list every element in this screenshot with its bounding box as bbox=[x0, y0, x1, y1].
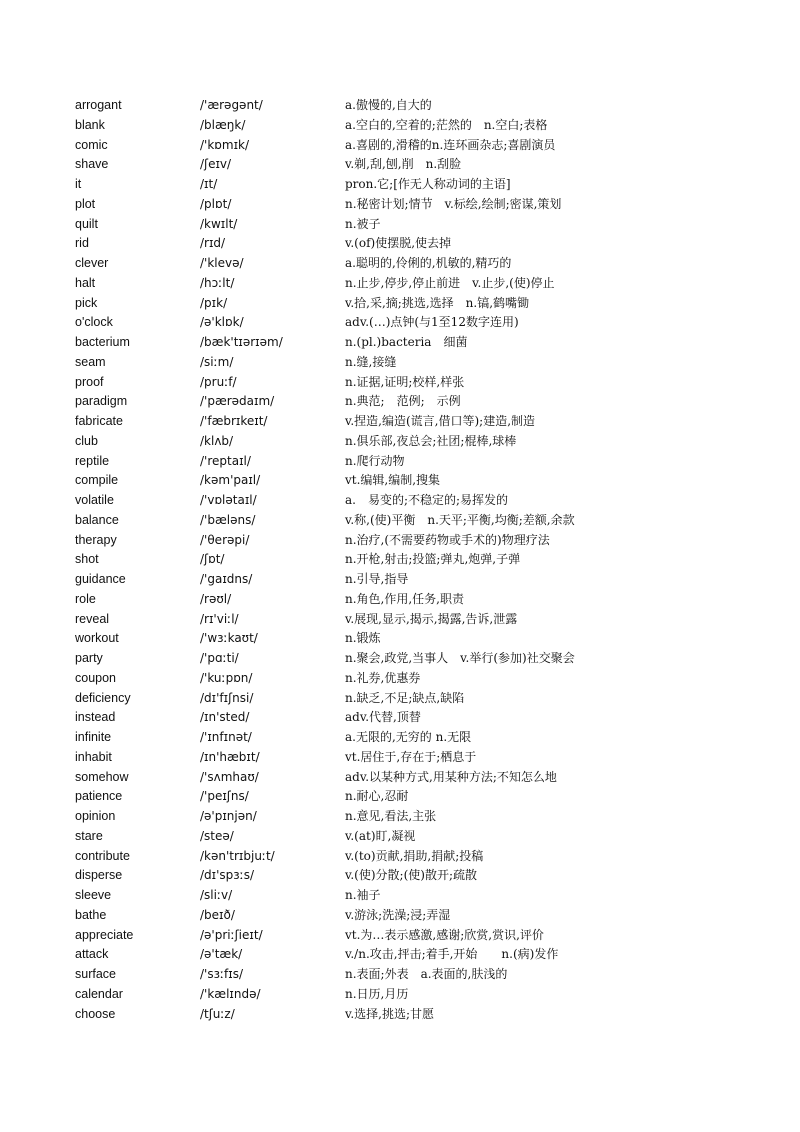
vocab-phonetic: /blæŋk/ bbox=[200, 117, 246, 132]
vocab-phonetic: /ɪn'hæbɪt/ bbox=[200, 749, 260, 764]
vocab-word: instead bbox=[75, 710, 116, 725]
vocab-row bbox=[75, 432, 735, 452]
vocab-phonetic: /bæk'tɪərɪəm/ bbox=[200, 335, 283, 349]
vocab-definition: adv.代替,顶替 bbox=[345, 710, 421, 725]
vocab-word: balance bbox=[75, 512, 119, 527]
vocab-phonetic: /ʃɒt/ bbox=[200, 552, 225, 567]
vocab-definition: v.选择,挑选;甘愿 bbox=[345, 1006, 435, 1021]
vocab-definition: v.(使)分散;(使)散开;疏散 bbox=[345, 868, 477, 883]
vocab-phonetic: /pruːf/ bbox=[200, 374, 237, 389]
vocab-row bbox=[75, 906, 735, 926]
vocab-phonetic: /ʃeɪv/ bbox=[200, 157, 232, 172]
vocab-row bbox=[75, 531, 735, 551]
vocab-word: stare bbox=[75, 828, 103, 843]
vocab-phonetic: /'ærəgənt/ bbox=[200, 98, 263, 112]
vocab-row bbox=[75, 491, 735, 511]
vocab-phonetic: /'wɜːkaʊt/ bbox=[200, 631, 258, 646]
vocab-row bbox=[75, 254, 735, 274]
vocab-phonetic: /pɪk/ bbox=[200, 295, 228, 310]
vocab-row bbox=[75, 313, 735, 333]
vocab-definition: n.引导,指导 bbox=[345, 572, 409, 586]
vocab-word: plot bbox=[75, 196, 96, 211]
vocab-phonetic: /tʃuːz/ bbox=[200, 1006, 235, 1021]
vocab-row bbox=[75, 96, 735, 116]
vocab-definition: n.秘密计划;情节 v.标绘,绘制;密谋,策划 bbox=[345, 196, 562, 211]
vocab-row bbox=[75, 728, 735, 748]
vocab-phonetic: /'pærədaɪm/ bbox=[200, 394, 275, 409]
vocab-row bbox=[75, 787, 735, 807]
vocab-definition: n.止步,停步,停止前进 v.止步,(使)停止 bbox=[345, 275, 555, 290]
vocab-row bbox=[75, 610, 735, 630]
vocab-row bbox=[75, 965, 735, 985]
vocab-row bbox=[75, 116, 735, 136]
vocab-row bbox=[75, 333, 735, 353]
vocab-word: arrogant bbox=[75, 98, 122, 112]
vocab-definition: n.缺乏,不足;缺点,缺陷 bbox=[345, 690, 465, 705]
vocab-row bbox=[75, 412, 735, 432]
vocab-definition: n.开枪,射击;投篮;弹丸,炮弹,子弹 bbox=[345, 552, 521, 567]
vocab-word: deficiency bbox=[75, 690, 131, 705]
vocab-row bbox=[75, 511, 735, 531]
vocab-word: opinion bbox=[75, 809, 116, 823]
vocab-row bbox=[75, 807, 735, 827]
vocab-definition: a.傲慢的,自大的 bbox=[345, 98, 432, 112]
vocab-phonetic: /'pɑːti/ bbox=[200, 651, 239, 665]
vocab-row bbox=[75, 215, 735, 235]
vocab-row bbox=[75, 649, 735, 669]
vocab-definition: v.称,(使)平衡 n.天平;平衡,均衡;差额,余款 bbox=[345, 512, 575, 527]
vocab-word: quilt bbox=[75, 216, 98, 231]
vocab-phonetic: /'ɪnfɪnət/ bbox=[200, 730, 252, 744]
vocab-phonetic: /kən'trɪbjuːt/ bbox=[200, 848, 275, 863]
vocab-definition: vt.编辑,编制,搜集 bbox=[345, 473, 441, 488]
vocab-phonetic: /ə'klɒk/ bbox=[200, 315, 244, 330]
vocab-row bbox=[75, 373, 735, 393]
vocab-phonetic: /hɔːlt/ bbox=[200, 275, 235, 290]
vocab-phonetic: /'gaɪdns/ bbox=[200, 572, 253, 586]
vocab-phonetic: /dɪ'spɜːs/ bbox=[200, 868, 255, 883]
vocab-row bbox=[75, 471, 735, 491]
vocab-phonetic: /plɒt/ bbox=[200, 196, 232, 211]
vocab-word: shot bbox=[75, 552, 99, 567]
vocab-word: calendar bbox=[75, 986, 123, 1001]
vocab-definition: n.治疗,(不需要药物或手术的)物理疗法 bbox=[345, 532, 550, 547]
vocab-word: coupon bbox=[75, 670, 117, 685]
vocab-phonetic: /'sʌmhaʊ/ bbox=[200, 769, 259, 784]
vocab-word: workout bbox=[75, 631, 119, 646]
vocab-definition: n.被子 bbox=[345, 216, 381, 231]
vocab-word: infinite bbox=[75, 730, 112, 744]
vocab-word: fabricate bbox=[75, 414, 123, 428]
vocab-definition: v.捏造,编造(谎言,借口等);建造,制造 bbox=[345, 414, 536, 428]
vocab-row bbox=[75, 926, 735, 946]
vocab-word: attack bbox=[75, 947, 109, 962]
vocab-phonetic: /rɪd/ bbox=[200, 236, 226, 251]
vocab-word: therapy bbox=[75, 532, 117, 547]
vocab-word: proof bbox=[75, 374, 104, 389]
vocab-row bbox=[75, 768, 735, 788]
vocab-definition: v.(at)盯,凝视 bbox=[345, 828, 416, 843]
vocab-word: somehow bbox=[75, 769, 129, 784]
vocab-row bbox=[75, 1005, 735, 1025]
vocab-word: it bbox=[75, 177, 82, 191]
vocab-word: reveal bbox=[75, 611, 110, 626]
vocab-definition: n.礼券,优惠券 bbox=[345, 670, 421, 685]
vocab-word: shave bbox=[75, 157, 109, 172]
vocab-phonetic: /klʌb/ bbox=[200, 433, 234, 448]
vocab-definition: n.典范; 范例; 示例 bbox=[345, 394, 461, 409]
vocab-phonetic: /'kælɪndə/ bbox=[200, 986, 261, 1001]
vocab-word: o'clock bbox=[75, 315, 113, 330]
vocab-phonetic: /ə'priːʃieɪt/ bbox=[200, 927, 263, 942]
vocab-phonetic: /'vɒlətaɪl/ bbox=[200, 493, 257, 507]
vocab-word: seam bbox=[75, 354, 106, 369]
vocab-definition: v.展现,显示,揭示,揭露,告诉,泄露 bbox=[345, 611, 518, 626]
vocab-phonetic: /'sɜːfɪs/ bbox=[200, 967, 243, 981]
vocab-row bbox=[75, 945, 735, 965]
vocab-word: disperse bbox=[75, 868, 123, 883]
vocab-word: reptile bbox=[75, 453, 110, 468]
vocab-word: appreciate bbox=[75, 927, 134, 942]
vocab-phonetic: /dɪ'fɪʃnsi/ bbox=[200, 690, 254, 705]
vocab-row bbox=[75, 550, 735, 570]
vocab-phonetic: /'bæləns/ bbox=[200, 512, 256, 527]
vocab-row bbox=[75, 392, 735, 412]
vocab-definition: a.聪明的,伶俐的,机敏的,精巧的 bbox=[345, 256, 512, 270]
vocab-phonetic: /'kuːpɒn/ bbox=[200, 670, 253, 685]
vocab-definition: n.俱乐部,夜总会;社团;棍棒,球棒 bbox=[345, 433, 517, 448]
vocab-phonetic: /kəm'paɪl/ bbox=[200, 473, 261, 488]
vocab-word: paradigm bbox=[75, 394, 128, 409]
vocab-definition: v.(of)使摆脱,使去掉 bbox=[345, 236, 452, 251]
vocab-row bbox=[75, 886, 735, 906]
vocab-row bbox=[75, 985, 735, 1005]
vocab-definition: n.意见,看法,主张 bbox=[345, 809, 437, 823]
vocab-definition: v.剃,刮,刨,削 n.刮脸 bbox=[345, 157, 462, 172]
vocab-row bbox=[75, 847, 735, 867]
vocab-row bbox=[75, 195, 735, 215]
vocab-word: compile bbox=[75, 473, 119, 488]
vocab-definition: pron.它;[作无人称动词的主语] bbox=[345, 177, 511, 191]
vocab-row bbox=[75, 274, 735, 294]
vocab-definition: vt.为…表示感激,感谢;欣赏,赏识,评价 bbox=[345, 927, 544, 942]
vocab-word: halt bbox=[75, 275, 96, 290]
vocab-row bbox=[75, 748, 735, 768]
vocab-phonetic: /beɪð/ bbox=[200, 907, 235, 922]
vocab-word: blank bbox=[75, 117, 105, 132]
vocab-word: bacterium bbox=[75, 335, 130, 349]
vocab-row bbox=[75, 708, 735, 728]
vocab-row bbox=[75, 353, 735, 373]
vocab-phonetic: /'kɒmɪk/ bbox=[200, 137, 250, 152]
vocab-definition: v./n.攻击,抨击;着手,开始 n.(病)发作 bbox=[345, 947, 559, 962]
vocab-word: surface bbox=[75, 967, 116, 981]
vocab-phonetic: /ɪt/ bbox=[200, 177, 218, 191]
vocab-phonetic: /'reptaɪl/ bbox=[200, 453, 251, 468]
vocab-phonetic: /ɪn'sted/ bbox=[200, 710, 250, 725]
vocab-row bbox=[75, 234, 735, 254]
vocab-definition: n.锻炼 bbox=[345, 631, 381, 646]
vocab-definition: v.(to)贡献,捐助,捐献;投稿 bbox=[345, 848, 484, 863]
vocab-definition: v.游泳;洗澡;浸;弄湿 bbox=[345, 907, 451, 922]
vocab-word: contribute bbox=[75, 848, 130, 863]
vocab-row bbox=[75, 294, 735, 314]
vocab-word: bathe bbox=[75, 907, 107, 922]
vocab-definition: vt.居住于,存在于;栖息于 bbox=[345, 749, 477, 764]
vocab-definition: n.耐心,忍耐 bbox=[345, 789, 409, 804]
vocab-definition: n.缝,接缝 bbox=[345, 354, 397, 369]
vocab-definition: n.证据,证明;校样,样张 bbox=[345, 374, 465, 389]
vocabulary-list bbox=[75, 96, 735, 1024]
vocab-definition: adv.(…)点钟(与1至12数字连用) bbox=[345, 315, 519, 330]
vocab-definition: v.拾,采,摘;挑选,选择 n.镐,鹤嘴锄 bbox=[345, 295, 530, 310]
vocab-row bbox=[75, 175, 735, 195]
vocab-word: party bbox=[75, 651, 103, 665]
vocab-word: choose bbox=[75, 1006, 116, 1021]
vocab-row bbox=[75, 629, 735, 649]
vocab-phonetic: /rɪ'viːl/ bbox=[200, 611, 239, 626]
vocab-definition: n.表面;外表 a.表面的,肤浅的 bbox=[345, 967, 508, 981]
vocab-definition: n.爬行动物 bbox=[345, 453, 405, 468]
vocab-phonetic: /steə/ bbox=[200, 828, 234, 843]
vocab-phonetic: /'klevə/ bbox=[200, 256, 244, 270]
vocab-word: club bbox=[75, 433, 98, 448]
vocab-word: guidance bbox=[75, 572, 126, 586]
vocab-phonetic: /'fæbrɪkeɪt/ bbox=[200, 414, 268, 428]
vocab-row bbox=[75, 669, 735, 689]
vocab-phonetic: /'peɪʃns/ bbox=[200, 789, 249, 804]
vocab-phonetic: /rəʊl/ bbox=[200, 591, 232, 606]
vocab-phonetic: /siːm/ bbox=[200, 354, 234, 369]
vocab-row bbox=[75, 590, 735, 610]
vocab-phonetic: /sliːv/ bbox=[200, 888, 233, 902]
vocab-phonetic: /ə'tæk/ bbox=[200, 947, 243, 962]
vocab-definition: n.角色,作用,任务,职责 bbox=[345, 591, 464, 606]
vocab-row bbox=[75, 570, 735, 590]
vocab-row bbox=[75, 827, 735, 847]
vocab-row bbox=[75, 136, 735, 156]
vocab-row bbox=[75, 866, 735, 886]
vocab-word: comic bbox=[75, 137, 108, 152]
vocab-word: volatile bbox=[75, 493, 114, 507]
vocab-word: sleeve bbox=[75, 888, 112, 902]
vocab-phonetic: /ə'pɪnjən/ bbox=[200, 809, 257, 823]
vocab-phonetic: /'θerəpi/ bbox=[200, 532, 250, 547]
vocab-phonetic: /kwɪlt/ bbox=[200, 216, 238, 231]
vocab-word: pick bbox=[75, 295, 98, 310]
vocab-row bbox=[75, 689, 735, 709]
vocab-definition: n.聚会,政党,当事人 v.举行(参加)社交聚会 bbox=[345, 651, 575, 665]
vocab-definition: n.(pl.)bacteria 细菌 bbox=[345, 335, 468, 349]
vocab-word: role bbox=[75, 591, 96, 606]
vocab-row bbox=[75, 452, 735, 472]
vocab-word: clever bbox=[75, 256, 109, 270]
vocab-definition: n.日历,月历 bbox=[345, 986, 409, 1001]
vocab-row bbox=[75, 155, 735, 175]
vocab-definition: n.袖子 bbox=[345, 888, 381, 902]
vocab-definition: adv.以某种方式,用某种方法;不知怎么地 bbox=[345, 769, 557, 784]
vocab-word: patience bbox=[75, 789, 123, 804]
vocab-definition: a. 易变的;不稳定的;易挥发的 bbox=[345, 493, 509, 507]
vocab-definition: a.无限的,无穷的 n.无限 bbox=[345, 730, 472, 744]
vocab-definition: a.空白的,空着的;茫然的 n.空白;表格 bbox=[345, 117, 548, 132]
vocab-word: rid bbox=[75, 236, 89, 251]
vocab-definition: a.喜剧的,滑稽的n.连环画杂志;喜剧演员 bbox=[345, 137, 556, 152]
vocab-word: inhabit bbox=[75, 749, 112, 764]
